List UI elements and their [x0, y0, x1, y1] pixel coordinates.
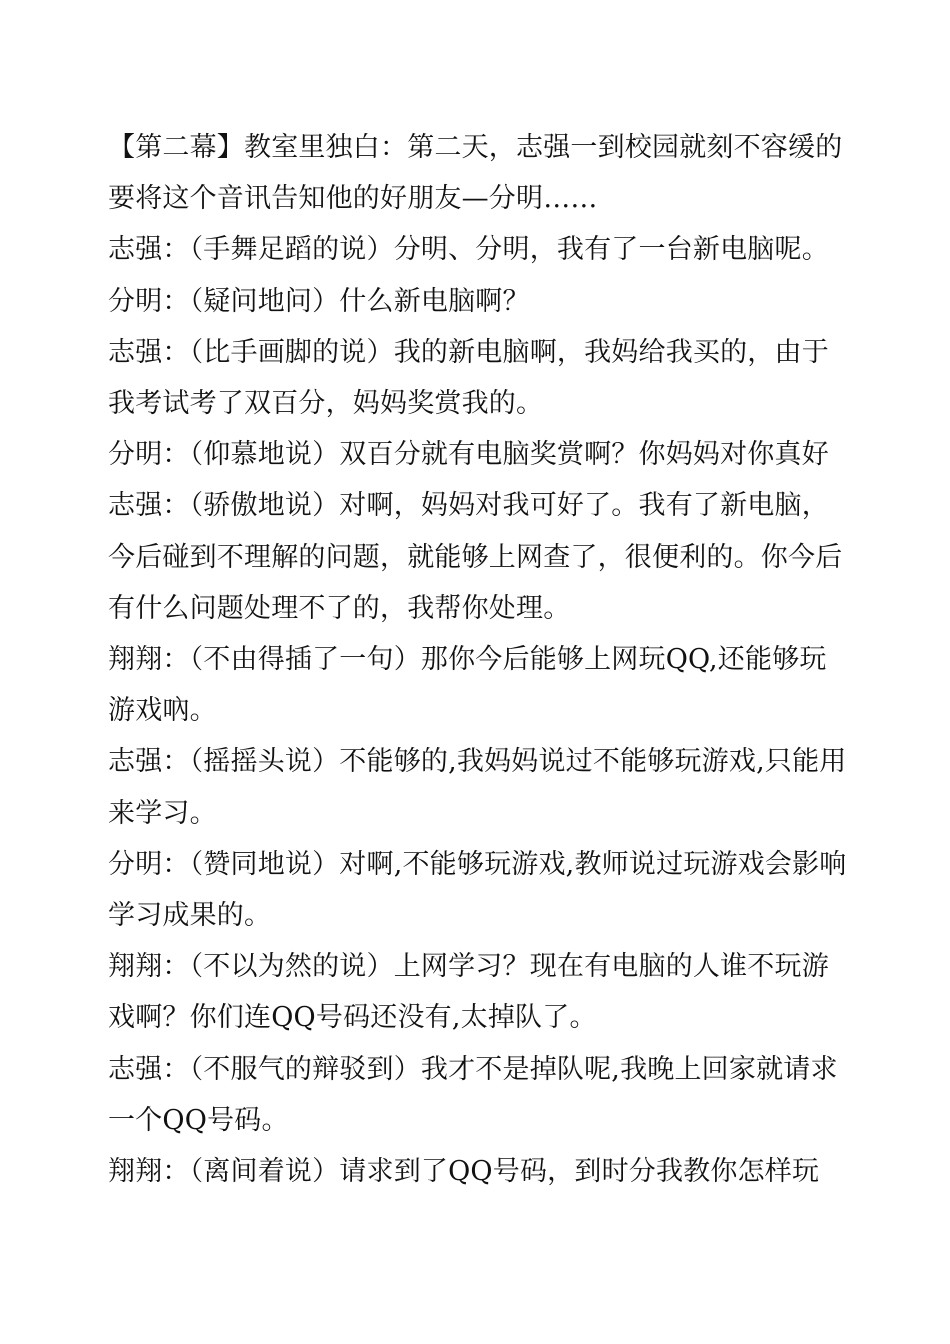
scene-heading: 【第二幕】教室里独白：第二天，志强一到校园就刻不容缓的要将这个音讯告知他的好朋友—分明…… [108, 132, 843, 215]
dialogue-line: 翔翔：（不由得插了一句）那你今后能够上网玩QQ,还能够玩游戏吶。 [108, 644, 827, 727]
script-body [108, 122, 850, 1197]
dialogue-line: 志强：（不服气的辩驳到）我才不是掉队呢,我晚上回家就请求一个QQ号码。 [108, 1053, 838, 1136]
dialogue-line: 志强：（手舞足蹈的说）分明、分明，我有了一台新电脑呢。 [108, 234, 829, 266]
dialogue-line: 分明：（疑问地问）什么新电脑啊？ [108, 285, 530, 317]
dialogue-line: 志强：（骄傲地说）对啊，妈妈对我可好了。我有了新电脑，今后碰到不理解的问题，就能够上网查了，很便利的。你今后有什么问题处理不了的，我帮你处理。 [108, 490, 843, 624]
dialogue-line: 志强：（摇摇头说）不能够的,我妈妈说过不能够玩游戏,只能用来学习。 [108, 746, 847, 829]
dialogue-line: 志强：（比手画脚的说）我的新电脑啊，我妈给我买的，由于我考试考了双百分，妈妈奖赏我的。 [108, 336, 829, 420]
dialogue-line: 翔翔：（离间着说）请求到了QQ号码，到时分我教你怎样玩 [108, 1156, 820, 1188]
dialogue-line: 分明：（仰慕地说）双百分就有电脑奖赏啊？你妈妈对你真好 [108, 439, 829, 471]
dialogue-line: 翔翔：（不以为然的说）上网学习？现在有电脑的人谁不玩游戏啊？你们连QQ号码还没有,太掉队了。 [108, 951, 829, 1034]
dialogue-line: 分明：（赞同地说）对啊,不能够玩游戏,教师说过玩游戏会影响学习成果的。 [108, 848, 847, 932]
